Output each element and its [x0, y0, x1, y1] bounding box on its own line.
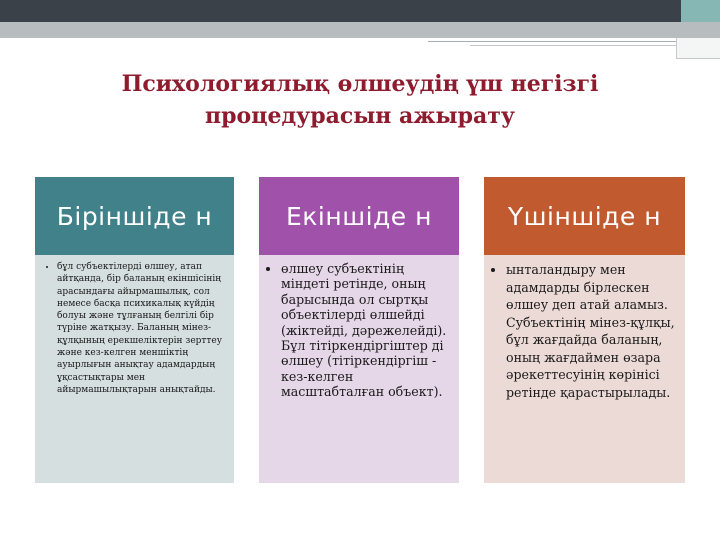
slide-title	[60, 68, 660, 132]
column-first-heading: Біріншіде н	[35, 177, 234, 255]
column-third-body	[484, 255, 685, 483]
column-third	[484, 177, 685, 483]
gray-decor-band	[0, 22, 720, 38]
column-second-bullet: • өлшеу субъектінің міндеті ретінде, оның барысында ол сыртқы объектілерді өлшейді (жіктейді, дәрежелейді). Бұл тітіркендіргіштер ді өлшеу (тітіркендіргіш - кез-келген масштабталған объект).	[281, 261, 451, 400]
slide-title-line2: процедурасын ажырату	[205, 103, 515, 129]
column-first-bullet: • бұл субъектілерді өлшеу, атап айтқанда, бір баланың екіншісінің арасындағы айырмашылық, сол немесе басқа психикалық күйдің болуы және тұлғаның белгілі бір түріне жатқызу. Баланың мінез-құлқының ерекшеліктерін зерттеу және кез-келген меншіктің ауырлығын анықтау адамдардың ұқсастықтары мен айырмашылықтарын анықтайды.	[57, 261, 226, 396]
top-teal-accent	[681, 0, 720, 22]
column-second-body	[259, 255, 459, 483]
decor-line	[428, 41, 676, 42]
column-second-heading: Екіншіде н	[259, 177, 459, 255]
column-third-heading: Үшіншіде н	[484, 177, 685, 255]
column-second	[259, 177, 459, 483]
column-first-body	[35, 255, 234, 483]
column-third-bullet: • ынталандыру мен адамдарды бірлескен өлшеу деп атай аламыз. Субъектінің мінез-құлқы, бұл жағдайда баланың, оның жағдаймен өзара әрекеттесуінің көрінісі ретінде қарастырылады.	[506, 261, 677, 401]
top-decor-band	[0, 0, 720, 22]
column-first	[35, 177, 234, 483]
slide-title-line1: Психологиялық өлшеудің үш негізгі	[121, 71, 599, 97]
corner-decor	[676, 38, 720, 59]
